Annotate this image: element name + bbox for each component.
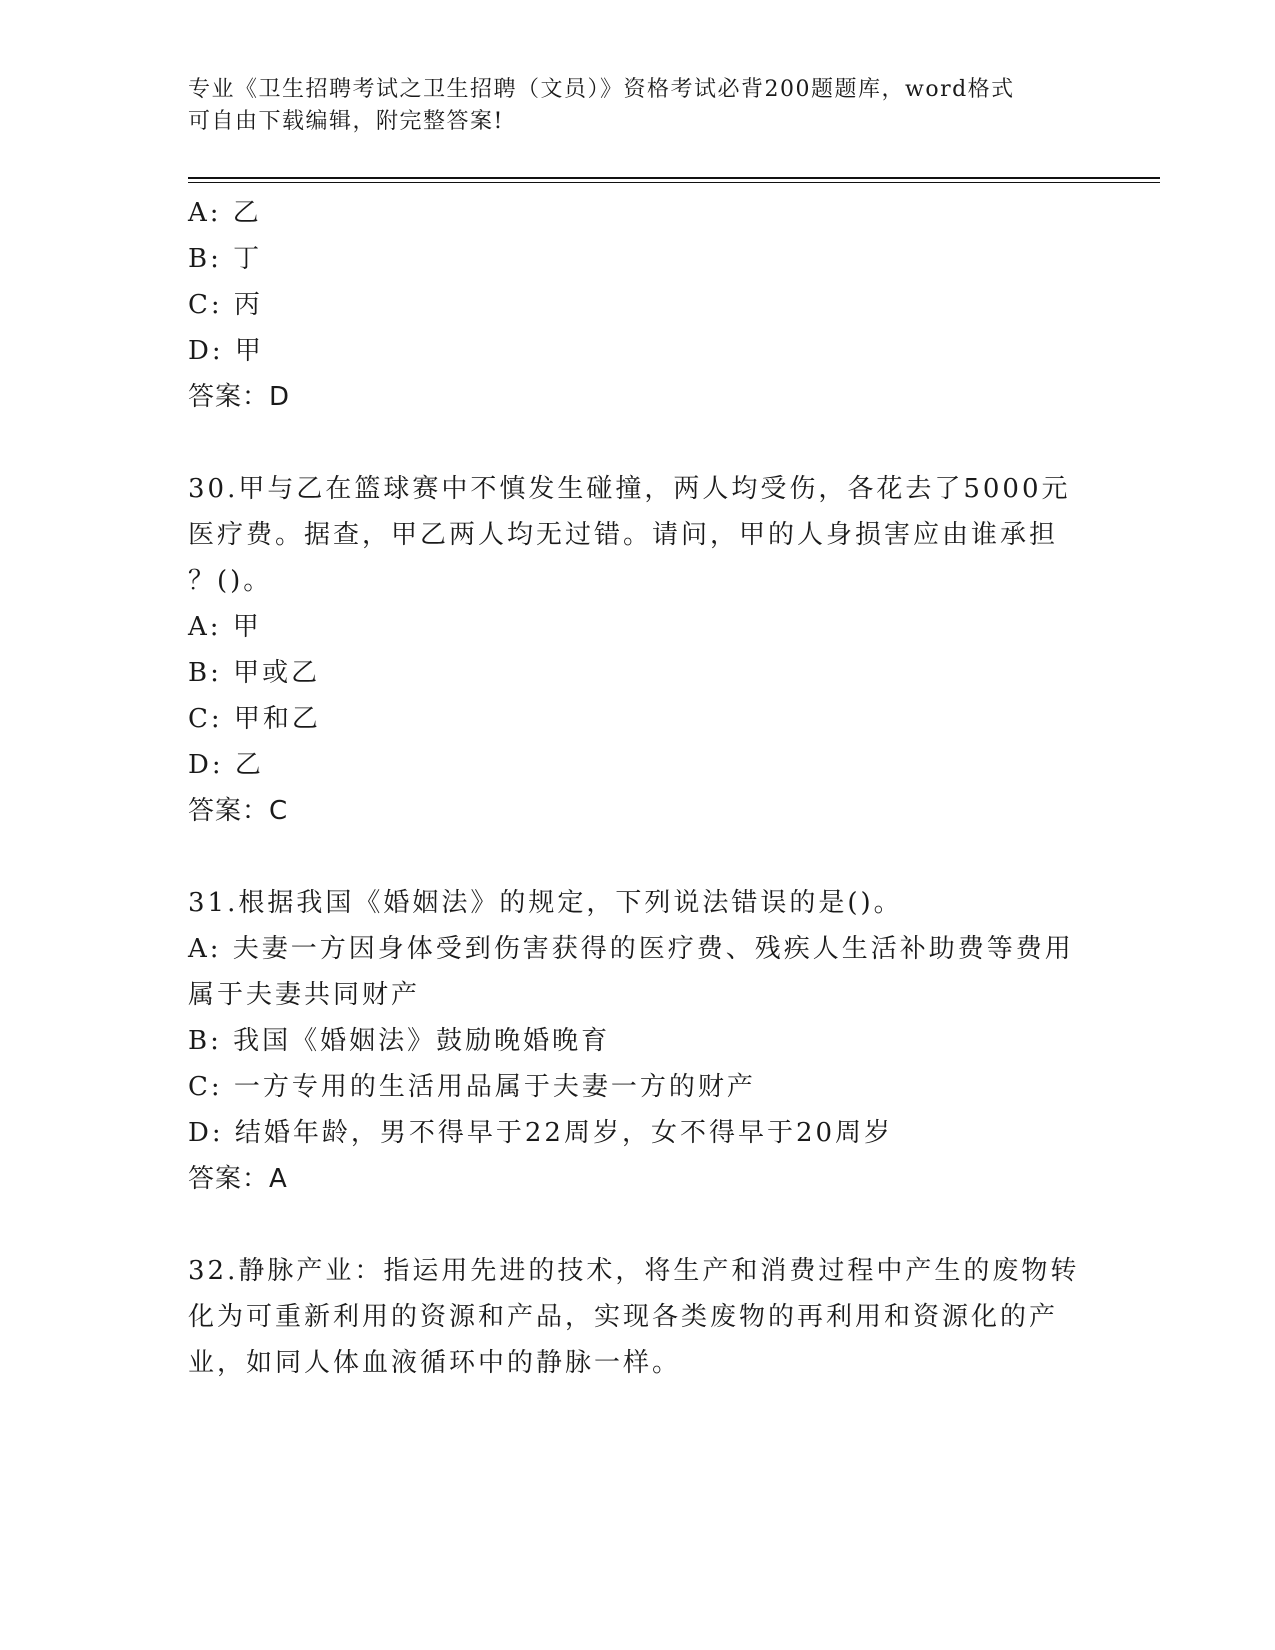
question-30-block	[188, 466, 1088, 834]
option-b: B: 丁	[188, 244, 263, 274]
option-a: A: 乙	[188, 198, 262, 228]
question-stem-line: 30.甲与乙在篮球赛中不慎发生碰撞，两人均受伤，各花去了5000元	[188, 474, 1071, 504]
option-c: C: 一方专用的生活用品属于夫妻一方的财产	[188, 1072, 756, 1102]
question-stem-line: 31.根据我国《婚姻法》的规定，下列说法错误的是()。	[188, 888, 903, 918]
option-a: A: 夫妻一方因身体受到伤害获得的医疗费、残疾人生活补助费等费用	[188, 934, 1074, 964]
option-c: C: 甲和乙	[188, 704, 321, 734]
header-line-2: 可自由下载编辑，附完整答案!	[188, 109, 504, 134]
option-a-continued: 属于夫妻共同财产	[188, 980, 421, 1010]
question-stem-line: ？()。	[188, 566, 273, 596]
option-d: D: 结婚年龄，男不得早于22周岁，女不得早于20周岁	[188, 1118, 894, 1148]
question-content	[188, 190, 1088, 1386]
option-a: A: 甲	[188, 612, 262, 642]
document-header	[188, 74, 1068, 138]
question-29-block	[188, 190, 1088, 420]
question-stem-line: 32.静脉产业：指运用先进的技术，将生产和消费过程中产生的废物转	[188, 1256, 1080, 1286]
option-d: D: 甲	[188, 336, 264, 366]
answer-line: 答案：D	[188, 382, 291, 412]
question-stem-line: 化为可重新利用的资源和产品，实现各类废物的再利用和资源化的产	[188, 1302, 1059, 1332]
answer-line: 答案：A	[188, 1164, 288, 1194]
answer-line: 答案：C	[188, 796, 289, 826]
question-32-block	[188, 1248, 1088, 1386]
header-rule-thick	[188, 177, 1160, 179]
question-stem-line: 业，如同人体血液循环中的静脉一样。	[188, 1348, 682, 1378]
option-b: B: 我国《婚姻法》鼓励晚婚晚育	[188, 1026, 611, 1056]
header-rule-thin	[188, 182, 1160, 183]
option-c: C: 丙	[188, 290, 263, 320]
header-line-1: 专业《卫生招聘考试之卫生招聘（文员）》资格考试必背200题题库，word格式	[188, 77, 1015, 102]
option-b: B: 甲或乙	[188, 658, 321, 688]
question-31-block	[188, 880, 1088, 1202]
question-stem-line: 医疗费。据查，甲乙两人均无过错。请问，甲的人身损害应由谁承担	[188, 520, 1059, 550]
option-d: D: 乙	[188, 750, 264, 780]
